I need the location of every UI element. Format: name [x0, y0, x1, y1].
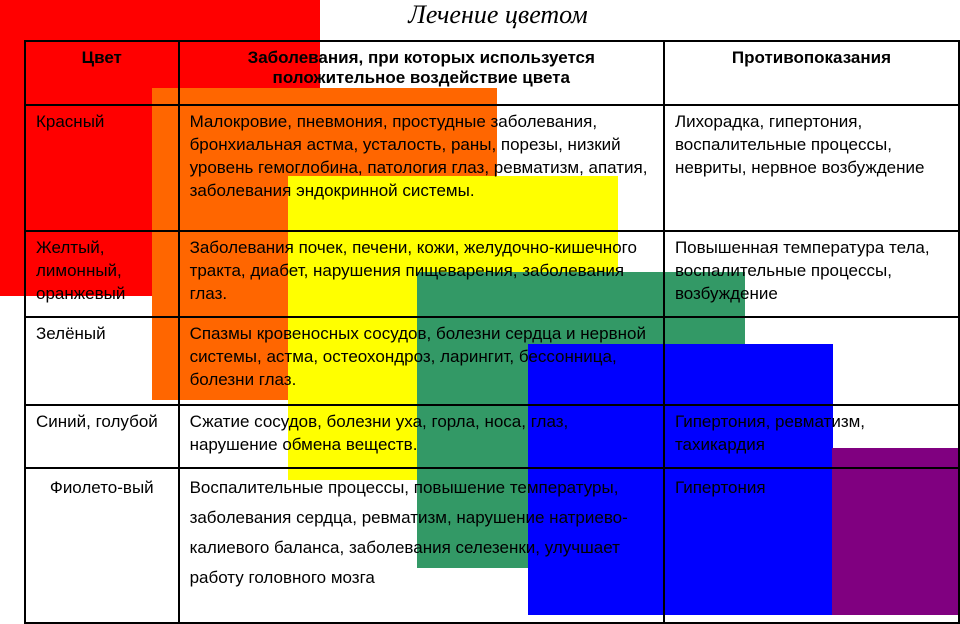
table-row — [25, 405, 959, 468]
cell-contraindications: Гипертония — [664, 468, 959, 623]
cell-contraindications — [664, 317, 959, 405]
table-header-row — [25, 41, 959, 105]
cell-diseases: Сжатие сосудов, болезни уха, горла, носа, глаз, нарушение обмена веществ. — [179, 405, 664, 468]
color-therapy-table — [24, 40, 960, 624]
cell-diseases: Воспалительные процессы, повышение температуры, заболевания сердца, ревматизм, нарушение натриево-калиевого баланса, заболевания селезенки, улучшает работу головного мозга — [179, 468, 664, 623]
header-color: Цвет — [25, 41, 179, 105]
header-contraindications: Противопоказания — [664, 41, 959, 105]
table-row — [25, 105, 959, 231]
cell-color: Зелёный — [25, 317, 179, 405]
cell-contraindications: Повышенная температура тела, воспалительные процессы, возбуждение — [664, 231, 959, 317]
table-row — [25, 231, 959, 317]
cell-contraindications: Лихорадка, гипертония, воспалительные процессы, невриты, нервное возбуждение — [664, 105, 959, 231]
cell-color: Фиолето-вый — [25, 468, 179, 623]
table-row — [25, 317, 959, 405]
cell-diseases: Малокровие, пневмония, простудные заболевания, бронхиальная астма, усталость, раны, порезы, низкий уровень гемоглобина, патология глаз, ревматизм, апатия, заболевания эндокринной системы. — [179, 105, 664, 231]
table-row — [25, 468, 959, 623]
cell-color: Желтый, лимонный, оранжевый — [25, 231, 179, 317]
header-diseases: Заболевания, при которых используется положительное воздействие цвета — [179, 41, 664, 105]
cell-diseases: Заболевания почек, печени, кожи, желудочно-кишечного тракта, диабет, нарушения пищеварения, заболевания глаз. — [179, 231, 664, 317]
cell-contraindications: Гипертония, ревматизм, тахикардия — [664, 405, 959, 468]
cell-diseases: Спазмы кровеносных сосудов, болезни сердца и нервной системы, астма, остеохондроз, ларингит, бессонница, болезни глаз. — [179, 317, 664, 405]
page-title: Лечение цветом — [408, 0, 588, 29]
cell-color: Синий, голубой — [25, 405, 179, 468]
cell-color: Красный — [25, 105, 179, 231]
